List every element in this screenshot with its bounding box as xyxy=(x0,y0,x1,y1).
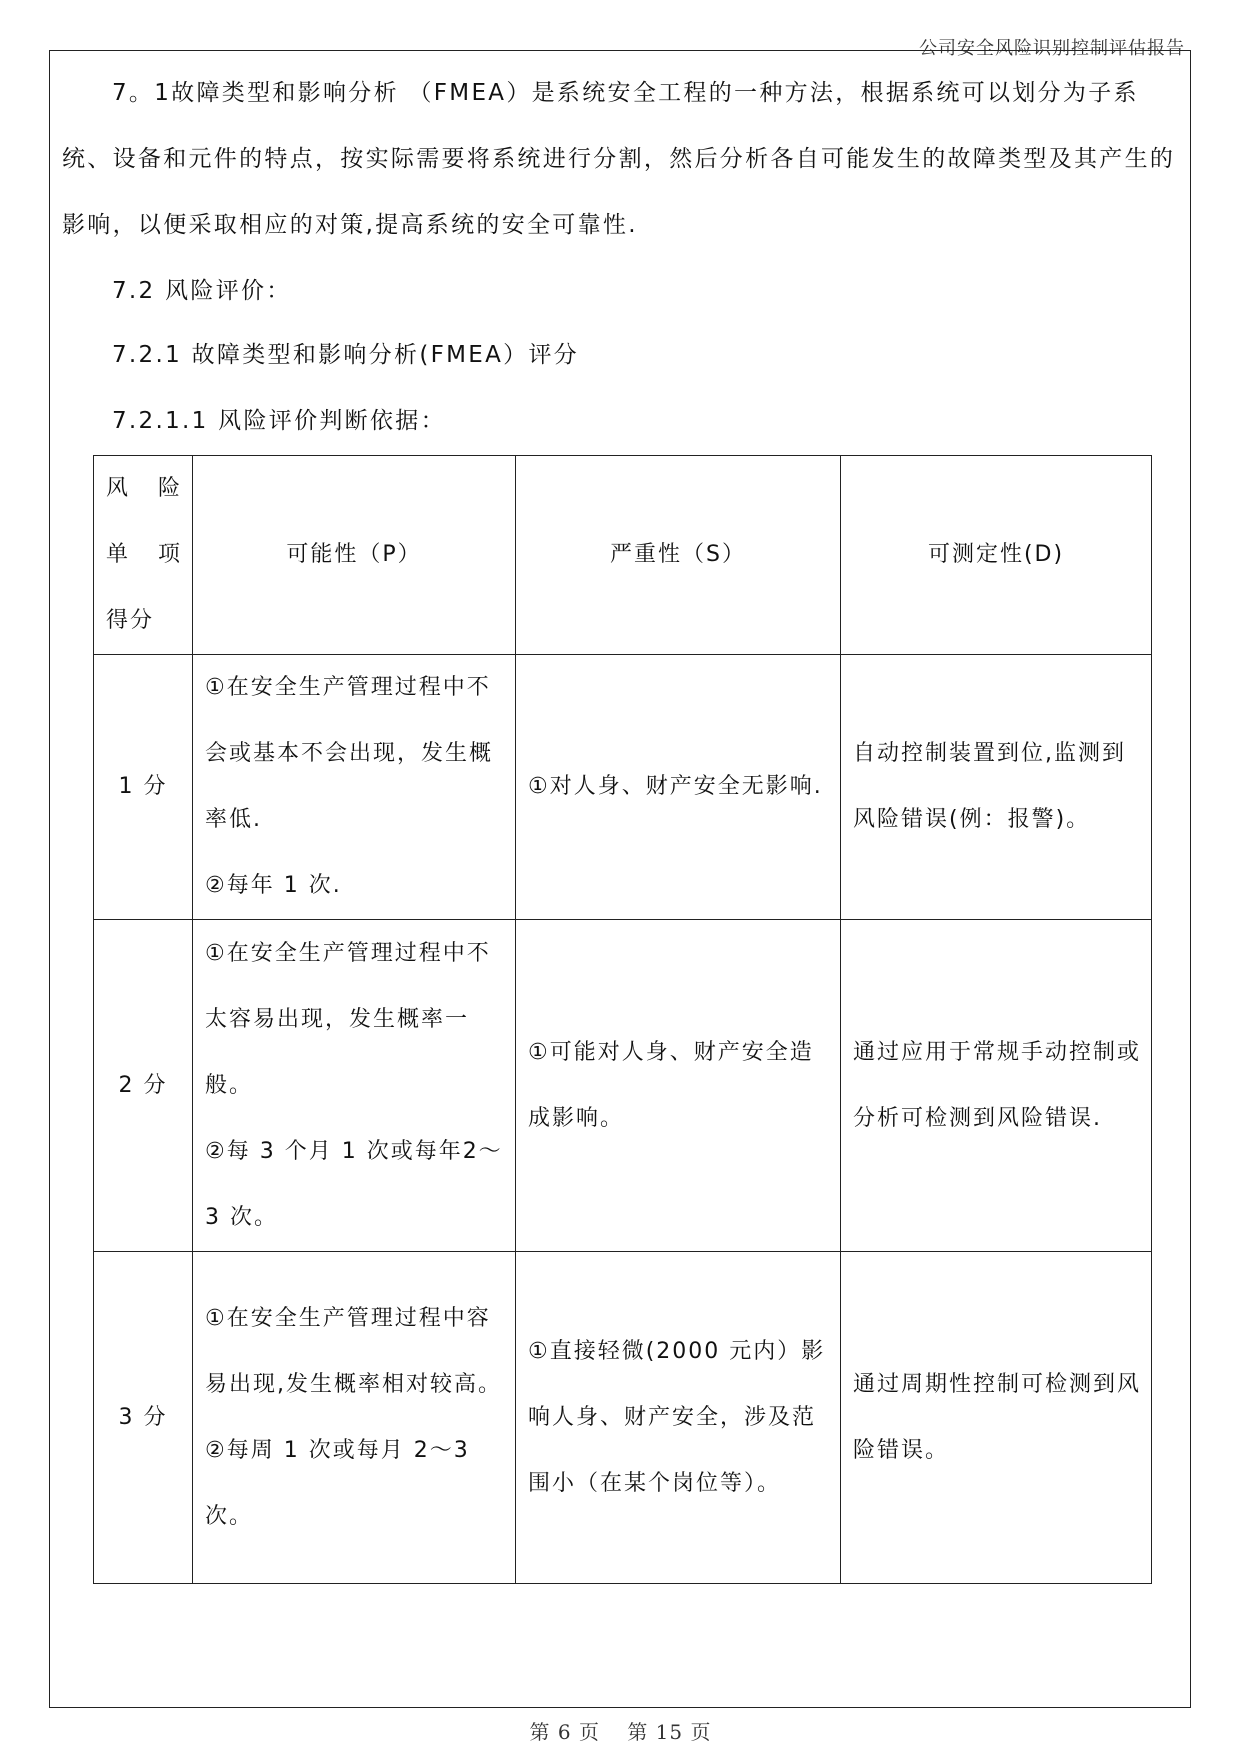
detectability-cell xyxy=(841,920,1152,1252)
possibility-cell xyxy=(193,920,516,1252)
possibility-cell xyxy=(193,1252,516,1584)
cell-line: ②每周 1 次或每月 2～3次。 xyxy=(205,1437,470,1529)
severity-cell xyxy=(516,655,841,920)
header-score-line: 得分 xyxy=(106,608,155,633)
page-total: 第 15 页 xyxy=(627,1720,712,1744)
cell-line: 通过周期性控制可检测到风险错误。 xyxy=(853,1371,1142,1463)
header-score-line: 风 险 xyxy=(106,476,182,501)
header-score xyxy=(94,456,193,655)
section-heading-7-2: 7.2 风险评价： xyxy=(112,278,292,304)
section-heading-7-2-1: 7.2.1 故障类型和影响分析(FMEA）评分 xyxy=(112,342,580,368)
score-cell: 3 分 xyxy=(94,1252,193,1584)
page-number: 第 6 页 xyxy=(529,1720,600,1744)
cell-line: ①直接轻微(2000 元内）影响人身、财产安全，涉及范围小（在某个岗位等）。 xyxy=(528,1338,826,1496)
detectability-cell xyxy=(841,1252,1152,1584)
severity-cell xyxy=(516,1252,841,1584)
table-row xyxy=(94,920,1152,1252)
cell-line: 通过应用于常规手动控制或分析可检测到风险错误. xyxy=(853,1039,1142,1131)
header-possibility: 可能性（P） xyxy=(193,456,516,655)
cell-line: ①对人身、财产安全无影响. xyxy=(528,774,823,799)
page-footer xyxy=(0,1716,1241,1745)
cell-line: 自动控制装置到位,监测到风险错误(例：报警)。 xyxy=(853,741,1126,832)
possibility-cell xyxy=(193,655,516,920)
section-heading-7-2-1-1: 7.2.1.1 风险评价判断依据： xyxy=(112,408,446,434)
header-severity: 严重性（S） xyxy=(516,456,841,655)
table-row xyxy=(94,655,1152,920)
cell-line: ②每 3 个月 1 次或每年2～3 次。 xyxy=(205,1138,503,1230)
table-row xyxy=(94,1252,1152,1584)
cell-line: ①在安全生产管理过程中不太容易出现，发生概率一般。 xyxy=(205,940,491,1098)
cell-line: ①在安全生产管理过程中不会或基本不会出现，发生概率低. xyxy=(205,675,494,832)
cell-line: ②每年 1 次. xyxy=(205,873,342,898)
cell-line: ①可能对人身、财产安全造成影响。 xyxy=(528,1039,814,1131)
score-cell: 2 分 xyxy=(94,920,193,1252)
severity-cell xyxy=(516,920,841,1252)
paragraph-7-1: 7。1故障类型和影响分析 （FMEA）是系统安全工程的一种方法，根据系统可以划分为子系统、设备和元件的特点，按实际需要将系统进行分割，然后分析各自可能发生的故障类型及其产生的影响，以便采取相应的对策,提高系统的安全可靠性. xyxy=(62,80,1176,238)
header-detectability: 可测定性(D) xyxy=(841,456,1152,655)
table-header-row xyxy=(94,456,1152,655)
detectability-cell xyxy=(841,655,1152,920)
score-cell: 1 分 xyxy=(94,655,193,920)
cell-line: ①在安全生产管理过程中容易出现,发生概率相对较高。 xyxy=(205,1305,502,1397)
risk-criteria-table xyxy=(93,455,1152,1584)
header-score-line: 单 项 xyxy=(106,542,182,567)
running-header: 公司安全风险识别控制评估报告 xyxy=(919,38,1185,59)
